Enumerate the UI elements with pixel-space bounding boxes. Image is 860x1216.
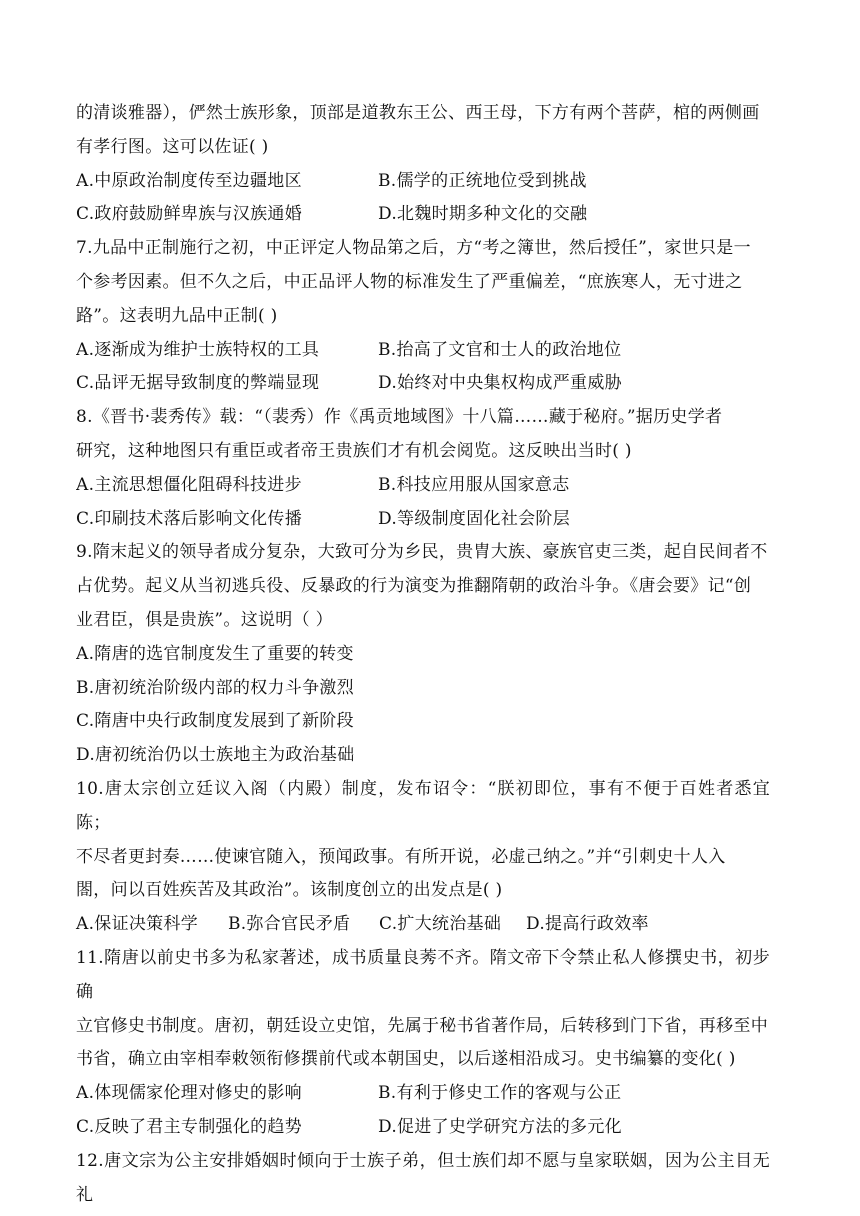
q8-options-row-1 <box>76 469 770 503</box>
q7-stem-line-3: 路”。这表明九品中正制( ) <box>76 305 278 326</box>
q7-stem-line-2: 个参考因素。但不久之后，中正品评人物的标准发生了严重偏差，“庶族寒人，无寸进之 <box>76 271 743 292</box>
q7-options-row-2 <box>76 367 770 401</box>
q10-option-a: A.保证决策科学 <box>76 914 199 935</box>
q6-option-a: A.中原政治制度传至边疆地区 <box>76 170 302 191</box>
q8-options-row-2 <box>76 503 770 537</box>
q10-option-c: C.扩大统治基础 <box>379 914 502 935</box>
q9-option-b: B.唐初统治阶级内部的权力斗争激烈 <box>76 677 354 698</box>
q9-stem-line-2: 占优势。起义从当初逃兵役、反暴政的行为演变为推翻隋朝的政治斗争。《唐会要》记“创 <box>76 576 752 597</box>
q8-option-a: A.主流思想僵化阻碍科技进步 <box>76 474 302 495</box>
q9-stem-line-1: 9.隋末起义的领导者成分复杂，大致可分为乡民，贵胄大族、豪族官吏三类，起自民间者不 <box>76 542 768 563</box>
q6-stem-line-2: 有孝行图。这可以佐证( ) <box>76 136 269 157</box>
q10-stem-line-1: 10.唐太宗创立廷议入阁（内殿）制度，发布诏令：“朕初即位，事有不便于百姓者悉宜陈； <box>76 778 770 833</box>
q11-stem-line-2: 立官修史书制度。唐初，朝廷设立史馆，先属于秘书省著作局，后转移到门下省，再移至中 <box>76 1015 768 1036</box>
q7-option-b: B.抬高了文官和士人的政治地位 <box>378 339 622 360</box>
q8-stem-line-2: 研究，这种地图只有重臣或者帝王贵族们才有机会阅览。这反映出当时( ) <box>76 440 632 461</box>
q9-option-a: A.隋唐的选官制度发生了重要的转变 <box>76 643 354 664</box>
q6-option-d: D.北魏时期多种文化的交融 <box>378 204 588 225</box>
q11-options-row-1 <box>76 1077 770 1111</box>
q8-stem-line-1: 8.《晋书·裴秀传》载：“（裴秀）作《禹贡地域图》十八篇……藏于秘府。”据历史学者 <box>76 407 723 428</box>
q11-option-d: D.促进了史学研究方法的多元化 <box>378 1116 622 1137</box>
q12-stem-line-1: 12.唐文宗为公主安排婚姻时倾向于士族子弟，但士族们却不愿与皇家联姻，因为公主目无礼 <box>76 1150 770 1205</box>
q6-option-b: B.儒学的正统地位受到挑战 <box>378 170 587 191</box>
q8-option-d: D.等级制度固化社会阶层 <box>378 508 571 529</box>
q7-option-c: C.品评无据导致制度的弊端显现 <box>76 373 320 394</box>
q6-options-row-2 <box>76 198 770 232</box>
q8-option-c: C.印刷技术落后影响文化传播 <box>76 508 303 529</box>
q11-option-c: C.反映了君主专制强化的趋势 <box>76 1116 303 1137</box>
q6-stem-line-1: 的清谈雅器），俨然士族形象，顶部是道教东王公、西王母，下方有两个菩萨，棺的两侧画 <box>76 103 760 123</box>
q11-option-b: B.有利于修史工作的客观与公正 <box>378 1083 622 1104</box>
q10-stem-line-2: 不尽者更封奏……使谏官随入，预闻政事。有所开说，必虚己纳之。”并“引刺史十人入 <box>76 846 726 867</box>
q6-option-c: C.政府鼓励鲜卑族与汉族通婚 <box>76 204 303 225</box>
q8-option-b: B.科技应用服从国家意志 <box>378 474 570 495</box>
q9-option-d: D.唐初统治仍以士族地主为政治基础 <box>76 745 355 766</box>
q9-option-c: C.隋唐中央行政制度发展到了新阶段 <box>76 711 354 732</box>
q9-stem-line-3: 业君臣，俱是贵族”。这说明（ ） <box>76 609 333 630</box>
q11-options-row-2 <box>76 1111 770 1145</box>
q10-option-d: D.提高行政效率 <box>526 914 649 935</box>
q7-option-d: D.始终对中央集权构成严重威胁 <box>378 373 622 394</box>
q11-stem-line-3: 书省，确立由宰相奉敕领衔修撰前代或本朝国史，以后遂相沿成习。史书编纂的变化( ) <box>76 1049 736 1070</box>
q7-stem-line-1: 7.九品中正制施行之初，中正评定人物品第之后，方“考之簿世，然后授任”，家世只是一 <box>76 238 751 259</box>
q7-option-a: A.逐渐成为维护士族特权的工具 <box>76 339 320 360</box>
q10-options-row <box>76 908 770 942</box>
q10-stem-line-3: 閤，问以百姓疾苦及其政治”。该制度创立的出发点是( ) <box>76 880 503 901</box>
exam-content <box>76 97 770 1212</box>
q6-options-row-1 <box>76 165 770 199</box>
q11-option-a: A.体现儒家伦理对修史的影响 <box>76 1083 302 1104</box>
q7-options-row-1 <box>76 334 770 368</box>
q10-option-b: B.弥合官民矛盾 <box>228 914 351 935</box>
q11-stem-line-1: 11.隋唐以前史书多为私家著述，成书质量良莠不齐。隋文帝下令禁止私人修撰史书，初步确 <box>76 947 770 1002</box>
